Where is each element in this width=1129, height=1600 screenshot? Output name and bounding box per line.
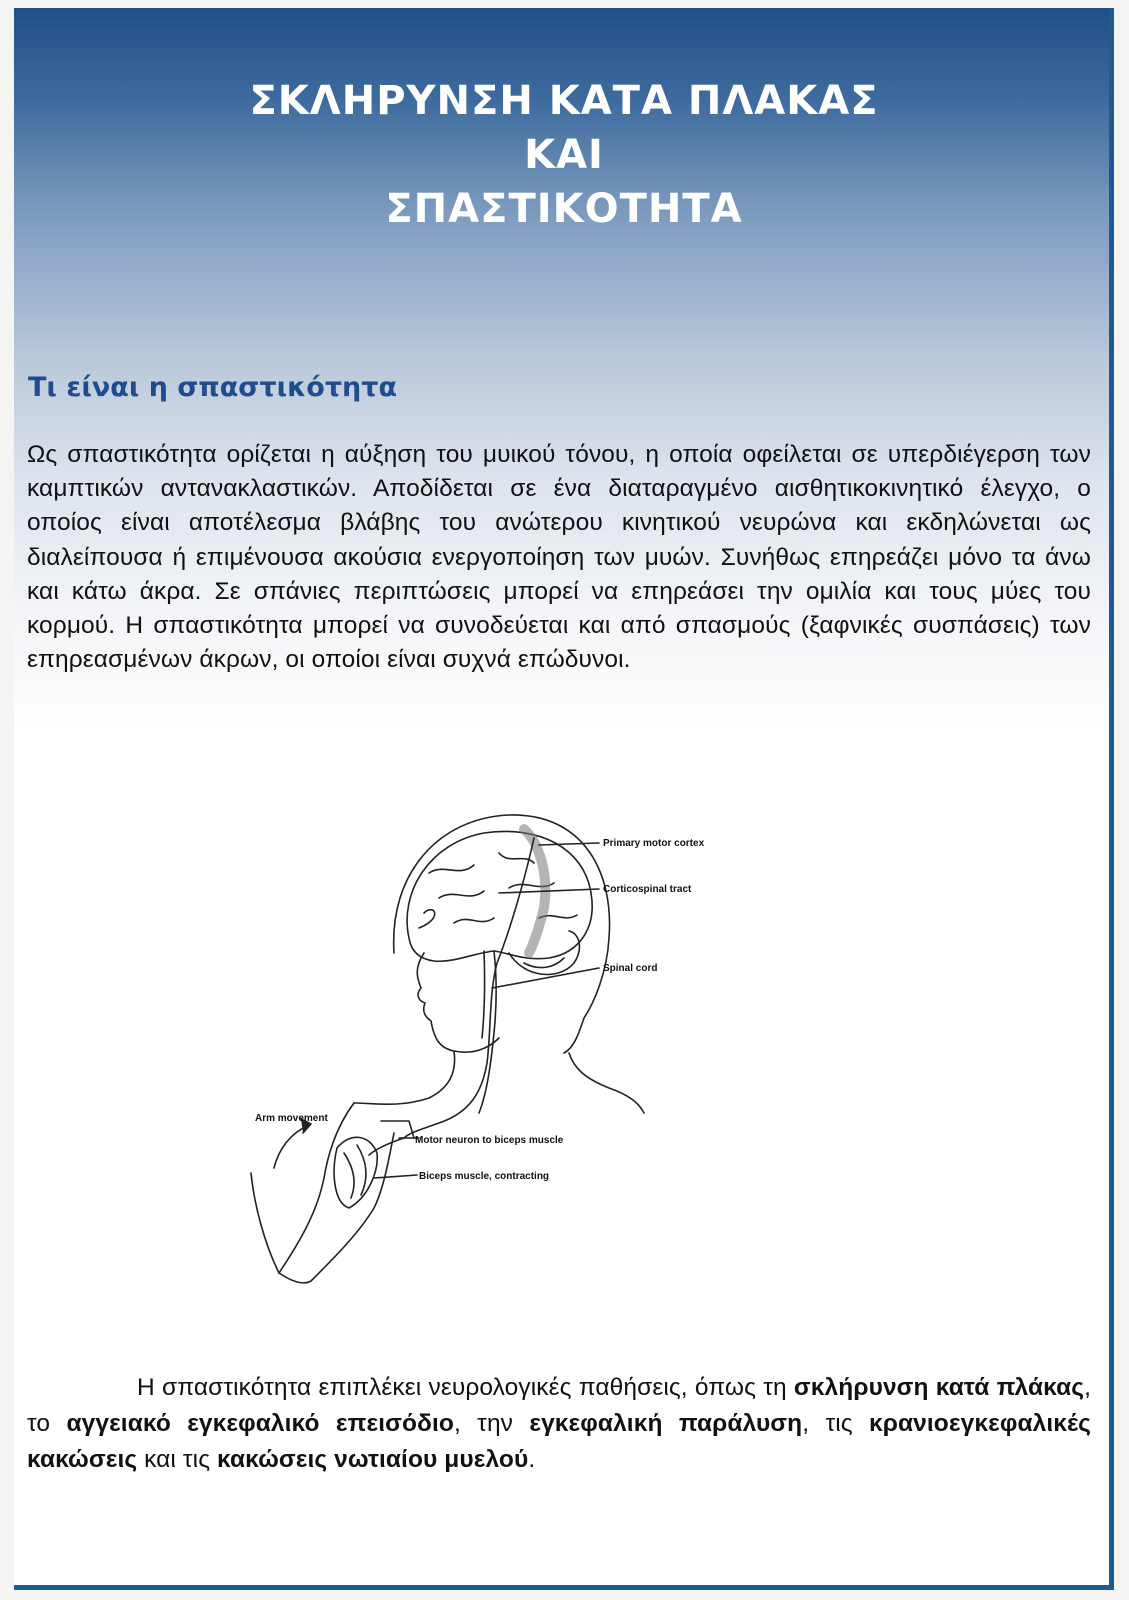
text-run: και τις — [137, 1446, 218, 1473]
document-title — [14, 74, 1114, 236]
face-outline — [417, 953, 499, 1052]
title-line-2: ΚΑΙ — [524, 132, 604, 178]
biceps-muscle — [334, 1137, 377, 1208]
label-spinal-cord: Spinal cord — [603, 963, 658, 974]
title-line-3: ΣΠΑΣΤΙΚΟΤΗΤΑ — [385, 186, 743, 232]
condition-spinal-injury: κακώσεις νωτιαίου μυελού — [217, 1446, 529, 1473]
text-run: , τις — [802, 1410, 869, 1437]
condition-brain-injury: κρανιοεγκεφαλικές κακώσεις — [27, 1410, 1091, 1473]
paragraph-conditions — [27, 1370, 1091, 1478]
section-heading: Τι είναι η σπαστικότητα — [28, 372, 398, 403]
title-line-1: ΣΚΛΗΡΥΝΣΗ ΚΑΤΑ ΠΛΑΚΑΣ — [249, 78, 879, 124]
text-run: , την — [453, 1410, 530, 1437]
text-run: Η σπαστικότητα επιπλέκει νευρολογικές παθήσεις, όπως τη — [137, 1374, 794, 1401]
text-run: , το — [27, 1374, 1091, 1437]
neck-shoulders — [354, 1051, 644, 1113]
label-primary-motor-cortex: Primary motor cortex — [603, 838, 705, 849]
label-motor-neuron: Motor neuron to biceps muscle — [415, 1135, 564, 1146]
condition-ms: σκλήρυνση κατά πλάκας — [793, 1374, 1085, 1401]
label-biceps: Biceps muscle, contracting — [419, 1171, 550, 1182]
label-corticospinal-tract: Corticospinal tract — [603, 884, 692, 895]
brain-spasticity-illustration — [239, 803, 759, 1303]
document-page — [14, 8, 1114, 1590]
text-run: . — [528, 1446, 536, 1473]
label-arm-movement: Arm movement — [255, 1113, 328, 1124]
brain-outline — [407, 831, 592, 961]
condition-cerebral-palsy: εγκεφαλική παράλυση — [529, 1410, 803, 1437]
paragraph-definition: Ως σπαστικότητα ορίζεται η αύξηση του μυικού τόνου, η οποία οφείλεται σε υπερδιέγερση των καμπτικών αντανακλαστικών. Αποδίδεται σε ένα διαταραγμένο αισθητικοκινητικό έλεγχο, ο οποίος είναι αποτέλεσμα βλάβης του ανώτερου κινητικού νευρώνα και εκδηλώνεται ως διαλείπουσα ή επιμένουσα ακούσια ενεργοποίηση των μυών. Συνήθως επηρεάζει μόνο τα άνω και κάτω άκρα. Σε σπάνιες περιπτώσεις μπορεί να επηρεάσει την ομιλία και τους μύες του κορμού. Η σπαστικότητα μπορεί να συνοδεύεται και από σπασμούς (ξαφνικές συσπάσεις) των επηρεασμένων άκρων, οι οποίοι είναι συχνά επώδυνοι. — [27, 441, 1091, 674]
condition-stroke: αγγειακό εγκεφαλικό επεισόδιο — [66, 1410, 454, 1437]
